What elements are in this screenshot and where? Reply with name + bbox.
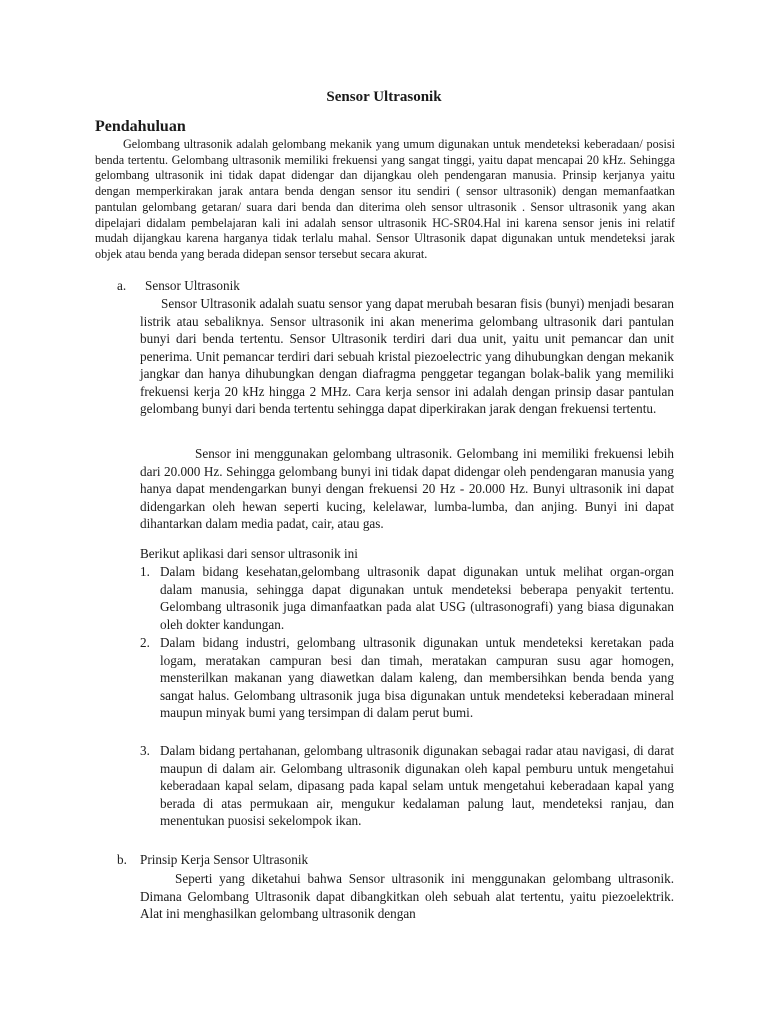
list-item-text: Dalam bidang pertahanan, gelombang ultrasonik digunakan sebagai radar atau navigasi, di darat maupun di dalam air. Gelombang ultrasonik digunakan oleh kapal pemburu untuk mengetahui keberadaan kapal selam, dipasang pada kapal selam untuk mengetahui keberadaan kapal yang berada di atas permukaan air, mengukur kedalaman palung laut, mendeteksi ranjau, dan menentukan puosisi sekelompok ikan. [160,743,674,828]
section-a-paragraph-2: Sensor ini menggunakan gelombang ultrasonik. Gelombang ini memiliki frekuensi lebih dari 20.000 Hz. Sehingga gelombang bunyi ini tidak dapat didengar oleh pendengaran manusia yang hanya dapat mendengarkan bunyi dengan frekuensi 20 Hz - 20.000 Hz. Bunyi ultrasonik ini dapat didengarkan oleh hewan seperti kucing, kelelawar, lumba-lumba, dan anjing. Bunyi ini dapat dihantarkan dalam media padat, cair, atau gas. [140,446,674,531]
list-item-text: Dalam bidang industri, gelombang ultrasonik digunakan untuk mendeteksi keretakan pada logam, meratakan campuran besi dan timah, meratakan campuran susu agar homogen, mensterilkan makanan yang diawetkan dalam kaleng, dan membersihkan benda benda yang sangat halus. Gelombang ultrasonik juga bisa digunakan untuk mendeteksi keberadaan mineral maupun minyak bumi yang tersimpan di dalam perut bumi. [160,635,674,720]
section-a-paragraph-1: Sensor Ultrasonik adalah suatu sensor yang dapat merubah besaran fisis (bunyi) menjadi besaran listrik atau sebaliknya. Sensor ultrasonik ini akan menerima gelombang ultrasonik dari pantulan bunyi dari benda tertentu. Sensor Ultrasonik terdiri dari dua unit, yaitu unit pemancar dan unit penerima. Unit pemancar terdiri dari sebuah kristal piezoelectric yang dihubungkan dengan mekanik jangkar dan hanya dihubungkan dengan diafragma penggetar tegangan bolak-balik yang memiliki frekuensi kerja 20 kHz hingga 2 MHz. Cara kerja sensor ini adalah dengan prinsip dasar pantulan gelombang bunyi dari benda tertentu sehingga dapat diperkirakan jarak dengan frekuensi tertentu. [140,296,674,416]
list-item [140,634,674,722]
section-a-letter: a. [117,278,127,293]
section-b-paragraph-1: Seperti yang diketahui bahwa Sensor ultrasonik ini menggunakan gelombang ultrasonik. Dimana Gelombang Ultrasonik dapat dibangkitkan oleh sebuah alat tertentu, yaitu piezoelektrik. Alat ini menghasilkan gelombang ultrasonik dengan [140,871,674,921]
list-item [140,563,674,633]
list-item-number: 1. [140,564,150,579]
list-item-number: 3. [140,743,150,758]
list-item [140,742,674,830]
document-title: Sensor Ultrasonik [326,89,442,105]
list-item-number: 2. [140,635,150,650]
section-heading-pendahuluan: Pendahuluan [95,118,186,135]
section-a-heading [117,277,240,295]
list-item-text: Dalam bidang kesehatan,gelombang ultrasonik dapat digunakan untuk melihat organ-organ dalam manusia, sehingga dapat digunakan untuk mendeteksi beberapa penyakit tertentu. Gelombang ultrasonik juga dimanfaatkan pada alat USG (ultrasonografi) yang biasa digunakan oleh dokter kandungan. [160,564,674,632]
applications-intro: Berikut aplikasi dari sensor ultrasonik ini [140,546,358,561]
section-a-title: Sensor Ultrasonik [145,278,240,293]
section-b-title: Prinsip Kerja Sensor Ultrasonik [140,852,309,867]
intro-paragraph: Gelombang ultrasonik adalah gelombang mekanik yang umum digunakan untuk mendeteksi keberadaan/ posisi benda tertentu. Gelombang ultrasonik memiliki frekuensi yang sangat tinggi, yaitu dapat mencapai 20 kHz. Sehingga gelombang ultrasonik ini tidak dapat didengar dan dijangkau oleh pendengaran manusia. Prinsip kerjanya yaitu dengan memperkirakan jarak antara benda dengan sensor itu sendiri ( sensor ultrasonik) dengan memanfaatkan pantulan gelombang getaran/ suara dari benda dan diterima oleh sensor ultrasonik . Sensor ultrasonik yang akan dipelajari didalam pembelajaran kali ini adalah sensor ultrasonik HC-SR04.Hal ini karena sensor jenis ini relatif mudah dijangkau karena harganya tidak terlalu mahal. Sensor Ultrasonik dapat digunakan untuk mendeteksi jarak objek atau benda yang berada didepan sensor tersebut secara akurat. [95,137,675,261]
section-b-heading [117,851,308,869]
section-b-letter: b. [117,852,127,867]
